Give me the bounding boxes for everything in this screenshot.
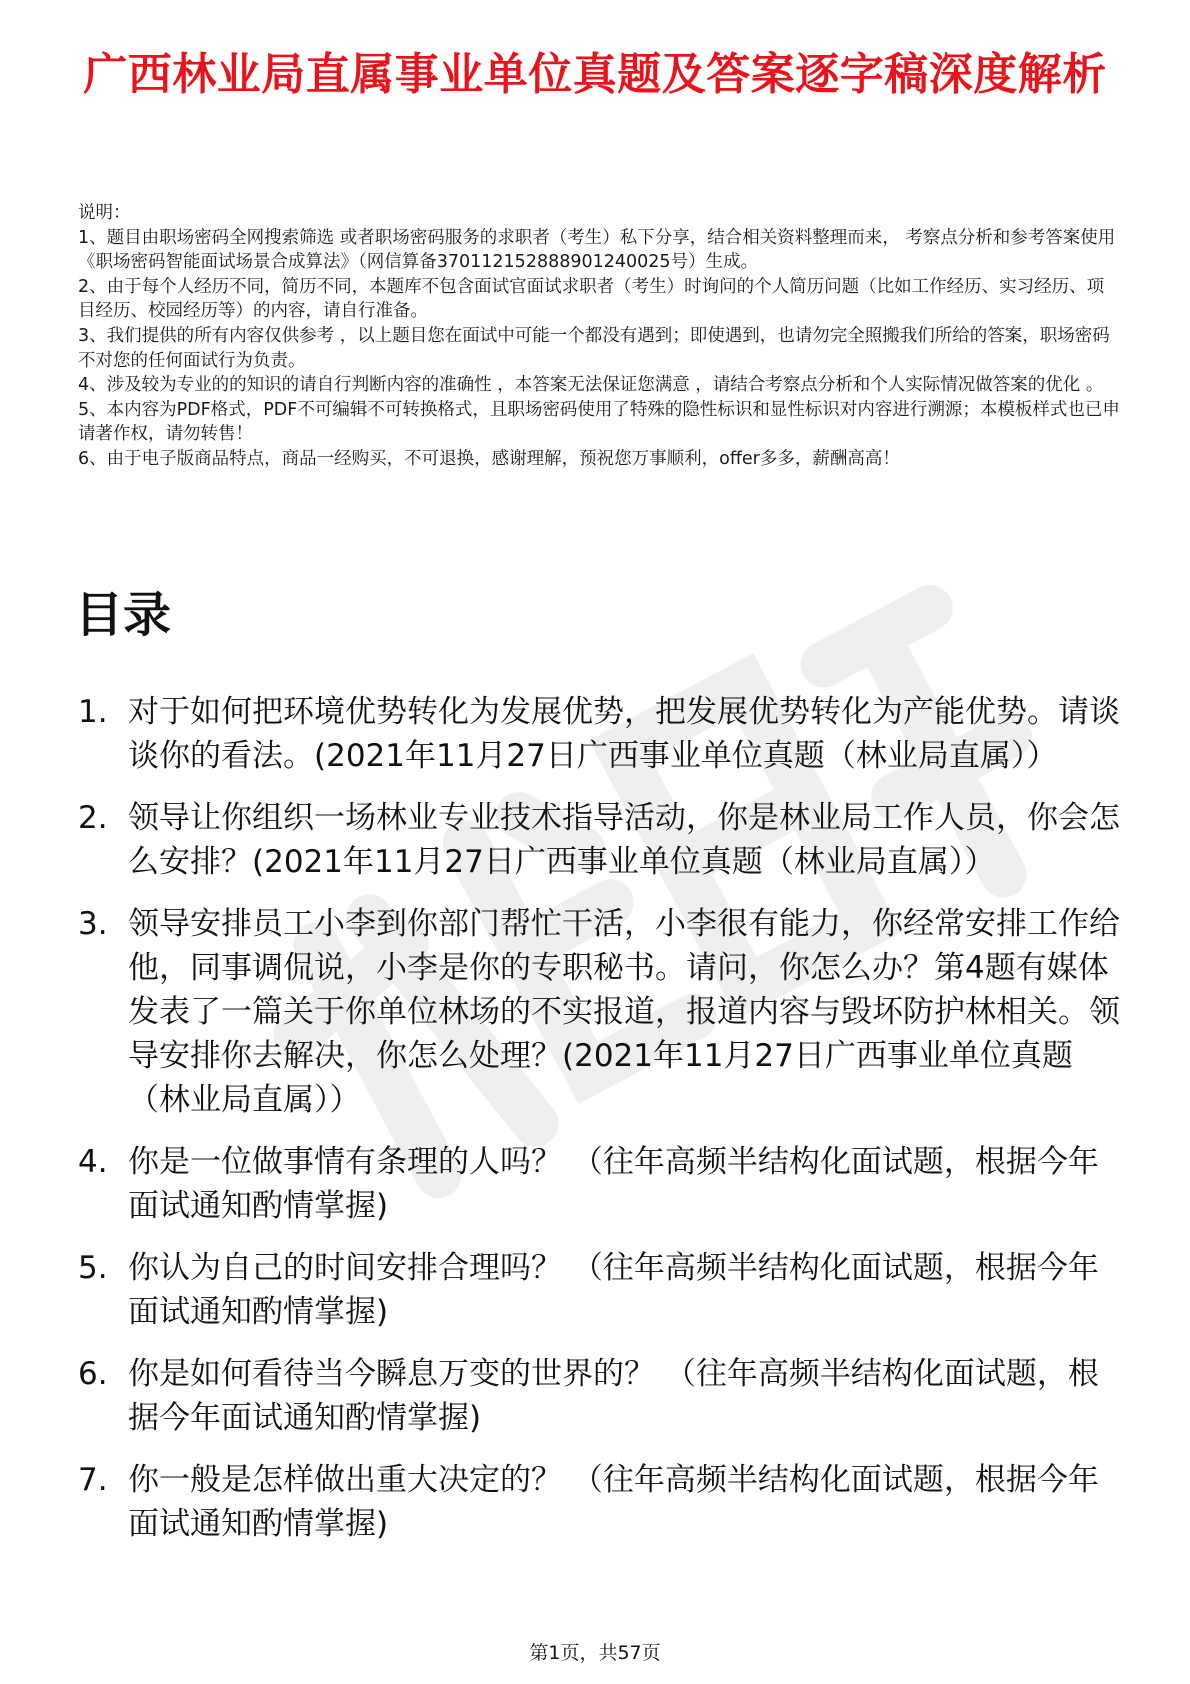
toc-item-text: 领导让你组织一场林业专业技术指导活动，你是林业局工作人员，你会怎么安排？(2021年11月27日广西事业单位真题（林业局直属））: [128, 800, 1120, 880]
toc-item-text: 对于如何把环境优势转化为发展优势，把发展优势转化为产能优势。请谈谈你的看法。(2021年11月27日广西事业单位真题（林业局直属））: [128, 694, 1120, 774]
toc-item-number: 5.: [78, 1250, 108, 1286]
toc-item-number: 4.: [78, 1144, 108, 1180]
toc-item[interactable]: [78, 1140, 1128, 1228]
toc-item[interactable]: [78, 902, 1128, 1122]
note-item: 6、由于电子版商品特点，商品一经购买，不可退换，感谢理解，预祝您万事顺利，offer多多，薪酬高高！: [78, 448, 900, 469]
toc-item[interactable]: [78, 1458, 1128, 1546]
toc-item-text: 你是一位做事情有条理的人吗？ （往年高频半结构化面试题，根据今年面试通知酌情掌握): [128, 1144, 1099, 1224]
note-item: 5、本内容为PDF格式，PDF不可编辑不可转换格式，且职场密码使用了特殊的隐性标识和显性标识对内容进行溯源；本模板样式也已申请著作权，请勿转售！: [78, 399, 1120, 445]
notes-heading: 说明：: [78, 203, 131, 223]
toc-heading: 目录: [75, 587, 172, 643]
toc-item-text: 你是如何看待当今瞬息万变的世界的？ （往年高频半结构化面试题，根据今年面试通知酌情掌握): [128, 1356, 1099, 1436]
toc-item-number: 7.: [78, 1462, 108, 1498]
toc-item[interactable]: [78, 1352, 1128, 1440]
document-title: 广西林业局直属事业单位真题及答案逐字稿深度解析: [83, 49, 1107, 100]
toc-item-number: 1.: [78, 694, 108, 730]
toc-item-number: 3.: [78, 906, 108, 942]
toc-item-number: 2.: [78, 800, 108, 836]
toc-item-text: 领导安排员工小李到你部门帮忙干活，小李很有能力，你经常安排工作给他，同事调侃说，小李是你的专职秘书。请问，你怎么办？第4题有媒体发表了一篇关于你单位林场的不实报道，报道内容与毁坏防护林相关。领导安排你去解决，你怎么处理？(2021年11月27日广西事业单位真题（林业局直属））: [128, 906, 1120, 1118]
toc-item-number: 6.: [78, 1356, 108, 1392]
toc-item-text: 你认为自己的时间安排合理吗？ （往年高频半结构化面试题，根据今年面试通知酌情掌握): [128, 1250, 1099, 1330]
toc-list: [78, 690, 1128, 1564]
page-footer: 第1页，共57页: [529, 1642, 661, 1664]
toc-item[interactable]: [78, 1246, 1128, 1334]
toc-item-text: 你一般是怎样做出重大决定的？ （往年高频半结构化面试题，根据今年面试通知酌情掌握): [128, 1462, 1099, 1542]
note-item: 2、由于每个人经历不同，简历不同，本题库不包含面试官面试求职者（考生）时询问的个人简历问题（比如工作经历、实习经历、项目经历、校园经历等）的内容，请自行准备。: [78, 276, 1105, 322]
note-item: 4、涉及较为专业的的知识的请自行判断内容的准确性 ，本答案无法保证您满意 ，请结合考察点分析和个人实际情况做答案的优化 。: [78, 375, 1104, 396]
toc-item[interactable]: [78, 690, 1128, 778]
notes-section: [78, 201, 1120, 472]
note-item: 3、我们提供的所有内容仅供参考 ，以上题目您在面试中可能一个都没有遇到；即使遇到，也请勿完全照搬我们所给的答案，职场密码不对您的任何面试行为负责。: [78, 325, 1110, 371]
toc-item[interactable]: [78, 796, 1128, 884]
note-item: 1、题目由职场密码全网搜索筛选 或者职场密码服务的求职者（考生）私下分享，结合相关资料整理而来， 考察点分析和参考答案使用《职场密码智能面试场景合成算法》（网信算备370112152888901240025号）生成。: [78, 227, 1116, 273]
